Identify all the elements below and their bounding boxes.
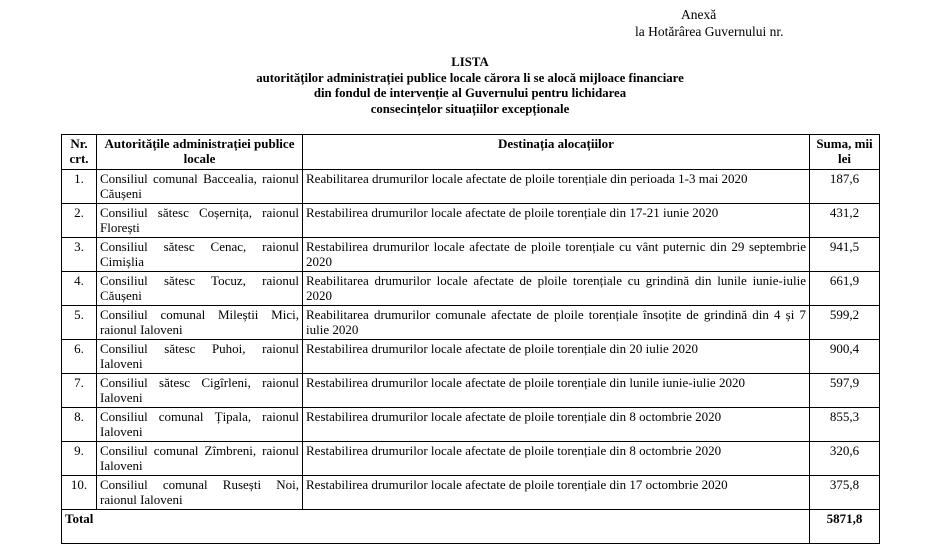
row-destination: Restabilirea drumurilor locale afectate de ploile torențiale din lunile iunie-iulie 2020 (303, 374, 810, 408)
row-destination: Restabilirea drumurilor locale afectate de ploile torențiale din 8 octombrie 2020 (303, 442, 810, 476)
row-sum: 900,4 (810, 340, 880, 374)
allocation-table (61, 134, 880, 544)
row-destination: Reabilitarea drumurilor locale afectate de ploile torențiale cu grindină din lunile iunie-iulie 2020 (303, 272, 810, 306)
table-row (62, 204, 880, 238)
row-authority: Consiliul comunal Rusești Noi, raionul Ialoveni (97, 476, 303, 510)
row-nr: 4. (62, 272, 97, 306)
row-nr: 3. (62, 238, 97, 272)
table-row (62, 238, 880, 272)
document-subtitle-line-3: consecințelor situațiilor excepționale (370, 101, 570, 116)
row-authority: Consiliul comunal Mileștii Mici, raionul Ialoveni (97, 306, 303, 340)
table-row (62, 170, 880, 204)
row-nr: 10. (62, 476, 97, 510)
row-sum: 187,6 (810, 170, 880, 204)
total-sum: 5871,8 (810, 510, 880, 544)
table-row (62, 476, 880, 510)
document-title: LISTA (451, 55, 489, 69)
row-authority: Consiliul comunal Baccealia, raionul Căușeni (97, 170, 303, 204)
document-subtitle-line-1: autorităților administrației publice locale cărora li se alocă mijloace financiare (256, 70, 684, 85)
row-destination: Restabilirea drumurilor locale afectate de ploile torențiale din 17-21 iunie 2020 (303, 204, 810, 238)
table-row (62, 340, 880, 374)
annex-label: Anexă (681, 7, 717, 22)
table-row (62, 272, 880, 306)
row-sum: 599,2 (810, 306, 880, 340)
row-nr: 9. (62, 442, 97, 476)
row-destination: Reabilitarea drumurilor comunale afectate de ploile torențiale însoțite de grindină din 4 și 7 iulie 2020 (303, 306, 810, 340)
government-decision-reference: la Hotărârea Guvernului nr. (635, 24, 784, 39)
row-nr: 2. (62, 204, 97, 238)
header-authority: Autoritățile administrației publice locale (97, 135, 303, 170)
document-subtitle-line-2: din fondul de intervenție al Guvernului pentru lichidarea (313, 86, 627, 100)
total-label: Total (62, 510, 810, 544)
row-destination: Restabilirea drumurilor locale afectate de ploile torențiale din 20 iulie 2020 (303, 340, 810, 374)
table-row (62, 408, 880, 442)
table-header-row (62, 135, 880, 170)
row-authority: Consiliul sătesc Tocuz, raionul Căușeni (97, 272, 303, 306)
row-sum: 375,8 (810, 476, 880, 510)
table-row (62, 442, 880, 476)
row-authority: Consiliul sătesc Cigîrleni, raionul Ialoveni (97, 374, 303, 408)
row-nr: 5. (62, 306, 97, 340)
row-sum: 941,5 (810, 238, 880, 272)
row-destination: Restabilirea drumurilor locale afectate de ploile torențiale din 8 octombrie 2020 (303, 408, 810, 442)
row-sum: 431,2 (810, 204, 880, 238)
row-nr: 1. (62, 170, 97, 204)
header-sum: Suma, mii lei (810, 135, 880, 170)
row-authority: Consiliul sătesc Coșernița, raionul Florești (97, 204, 303, 238)
header-destination: Destinația alocațiilor (303, 135, 810, 170)
table-row (62, 306, 880, 340)
row-authority: Consiliul comunal Țipala, raionul Ialoveni (97, 408, 303, 442)
total-row (62, 510, 880, 544)
row-destination: Restabilirea drumurilor locale afectate de ploile torențiale din 17 octombrie 2020 (303, 476, 810, 510)
row-destination: Reabilitarea drumurilor locale afectate de ploile torențiale din perioada 1-3 mai 2020 (303, 170, 810, 204)
row-authority: Consiliul comunal Zîmbreni, raionul Ialoveni (97, 442, 303, 476)
header-nr: Nr. crt. (62, 135, 97, 170)
row-nr: 8. (62, 408, 97, 442)
row-sum: 855,3 (810, 408, 880, 442)
row-sum: 661,9 (810, 272, 880, 306)
row-authority: Consiliul sătesc Cenac, raionul Cimișlia (97, 238, 303, 272)
row-sum: 597,9 (810, 374, 880, 408)
row-authority: Consiliul sătesc Puhoi, raionul Ialoveni (97, 340, 303, 374)
row-destination: Restabilirea drumurilor locale afectate de ploile torențiale cu vânt puternic din 29 septembrie 2020 (303, 238, 810, 272)
document-heading (60, 55, 880, 117)
row-sum: 320,6 (810, 442, 880, 476)
row-nr: 6. (62, 340, 97, 374)
table-row (62, 374, 880, 408)
row-nr: 7. (62, 374, 97, 408)
